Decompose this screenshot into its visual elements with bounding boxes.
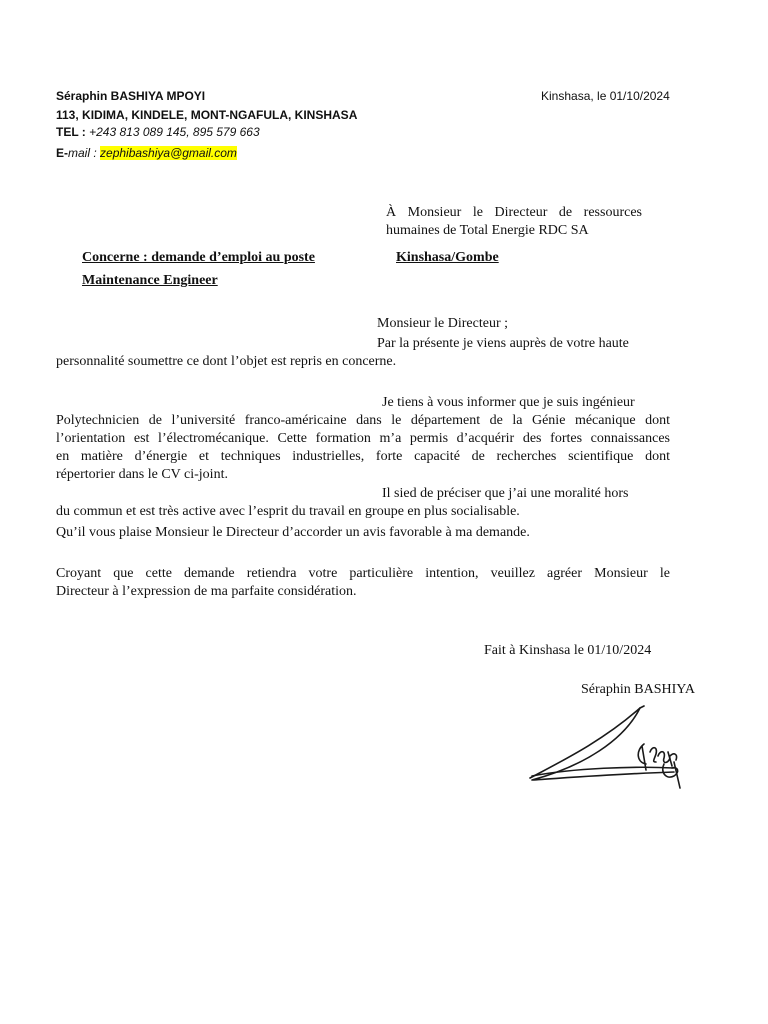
email-value[interactable]: zephibashiya@gmail.com [100, 146, 237, 160]
paragraph-5-line-2: Directeur à l’expression de ma parfaite considération. [56, 584, 357, 599]
paragraph-2-line-2: Polytechnicien de l’université franco-américaine dans le département de la Génie mécanique dont [56, 413, 670, 428]
email-label: mail : [68, 146, 97, 160]
paragraph-5-line-1: Croyant que cette demande retiendra votre particulière intention, veuillez agréer Monsieur le [56, 566, 670, 581]
recipient-location: Kinshasa/Gombe [396, 250, 499, 265]
sender-email [56, 146, 237, 160]
paragraph-2-line-4: en matière d’énergie et techniques industrielles, forte capacité de recherches scientifique dont [56, 449, 670, 464]
paragraph-1-line-2: personnalité soumettre ce dont l’objet est repris en concerne. [56, 354, 397, 369]
paragraph-2-line-5: répertorier dans le CV ci-joint. [56, 467, 228, 482]
recipient-line-1: À Monsieur le Directeur de ressources [386, 205, 642, 220]
signer-name: Séraphin BASHIYA [581, 682, 695, 697]
salutation: Monsieur le Directeur ; [377, 316, 509, 331]
paragraph-1-line-1: Par la présente je viens auprès de votre haute [377, 336, 629, 351]
sender-name: Séraphin BASHIYA MPOYI [56, 89, 206, 103]
sender-address: 113, KIDIMA, KINDELE, MONT-NGAFULA, KINSHASA [56, 108, 358, 122]
recipient-line-2: humaines de Total Energie RDC SA [386, 223, 589, 238]
subject-line-1: Concerne : demande d’emploi au poste [82, 250, 315, 265]
place-date: Kinshasa, le 01/10/2024 [541, 89, 670, 103]
email-prefix: E- [56, 146, 68, 160]
paragraph-3-line-2: du commun et est très active avec l’esprit du travail en groupe en plus socialisable. [56, 504, 520, 519]
paragraph-4: Qu’il vous plaise Monsieur le Directeur d’accorder un avis favorable à ma demande. [56, 525, 530, 540]
paragraph-2-line-3: l’orientation est l’électromécanique. Cette formation m’a permis d’acquérir des fortes connaissances [56, 431, 670, 446]
subject-line-2: Maintenance Engineer [82, 273, 218, 288]
done-at-line: Fait à Kinshasa le 01/10/2024 [484, 643, 652, 658]
paragraph-2-line-1: Je tiens à vous informer que je suis ingénieur [382, 395, 635, 410]
signature-icon [524, 700, 694, 810]
paragraph-3-line-1: Il sied de préciser que j’ai une moralité hors [382, 486, 629, 501]
phone-value: +243 813 089 145, 895 579 663 [89, 125, 260, 139]
sender-phone [56, 125, 260, 139]
phone-label: TEL : [56, 125, 86, 139]
